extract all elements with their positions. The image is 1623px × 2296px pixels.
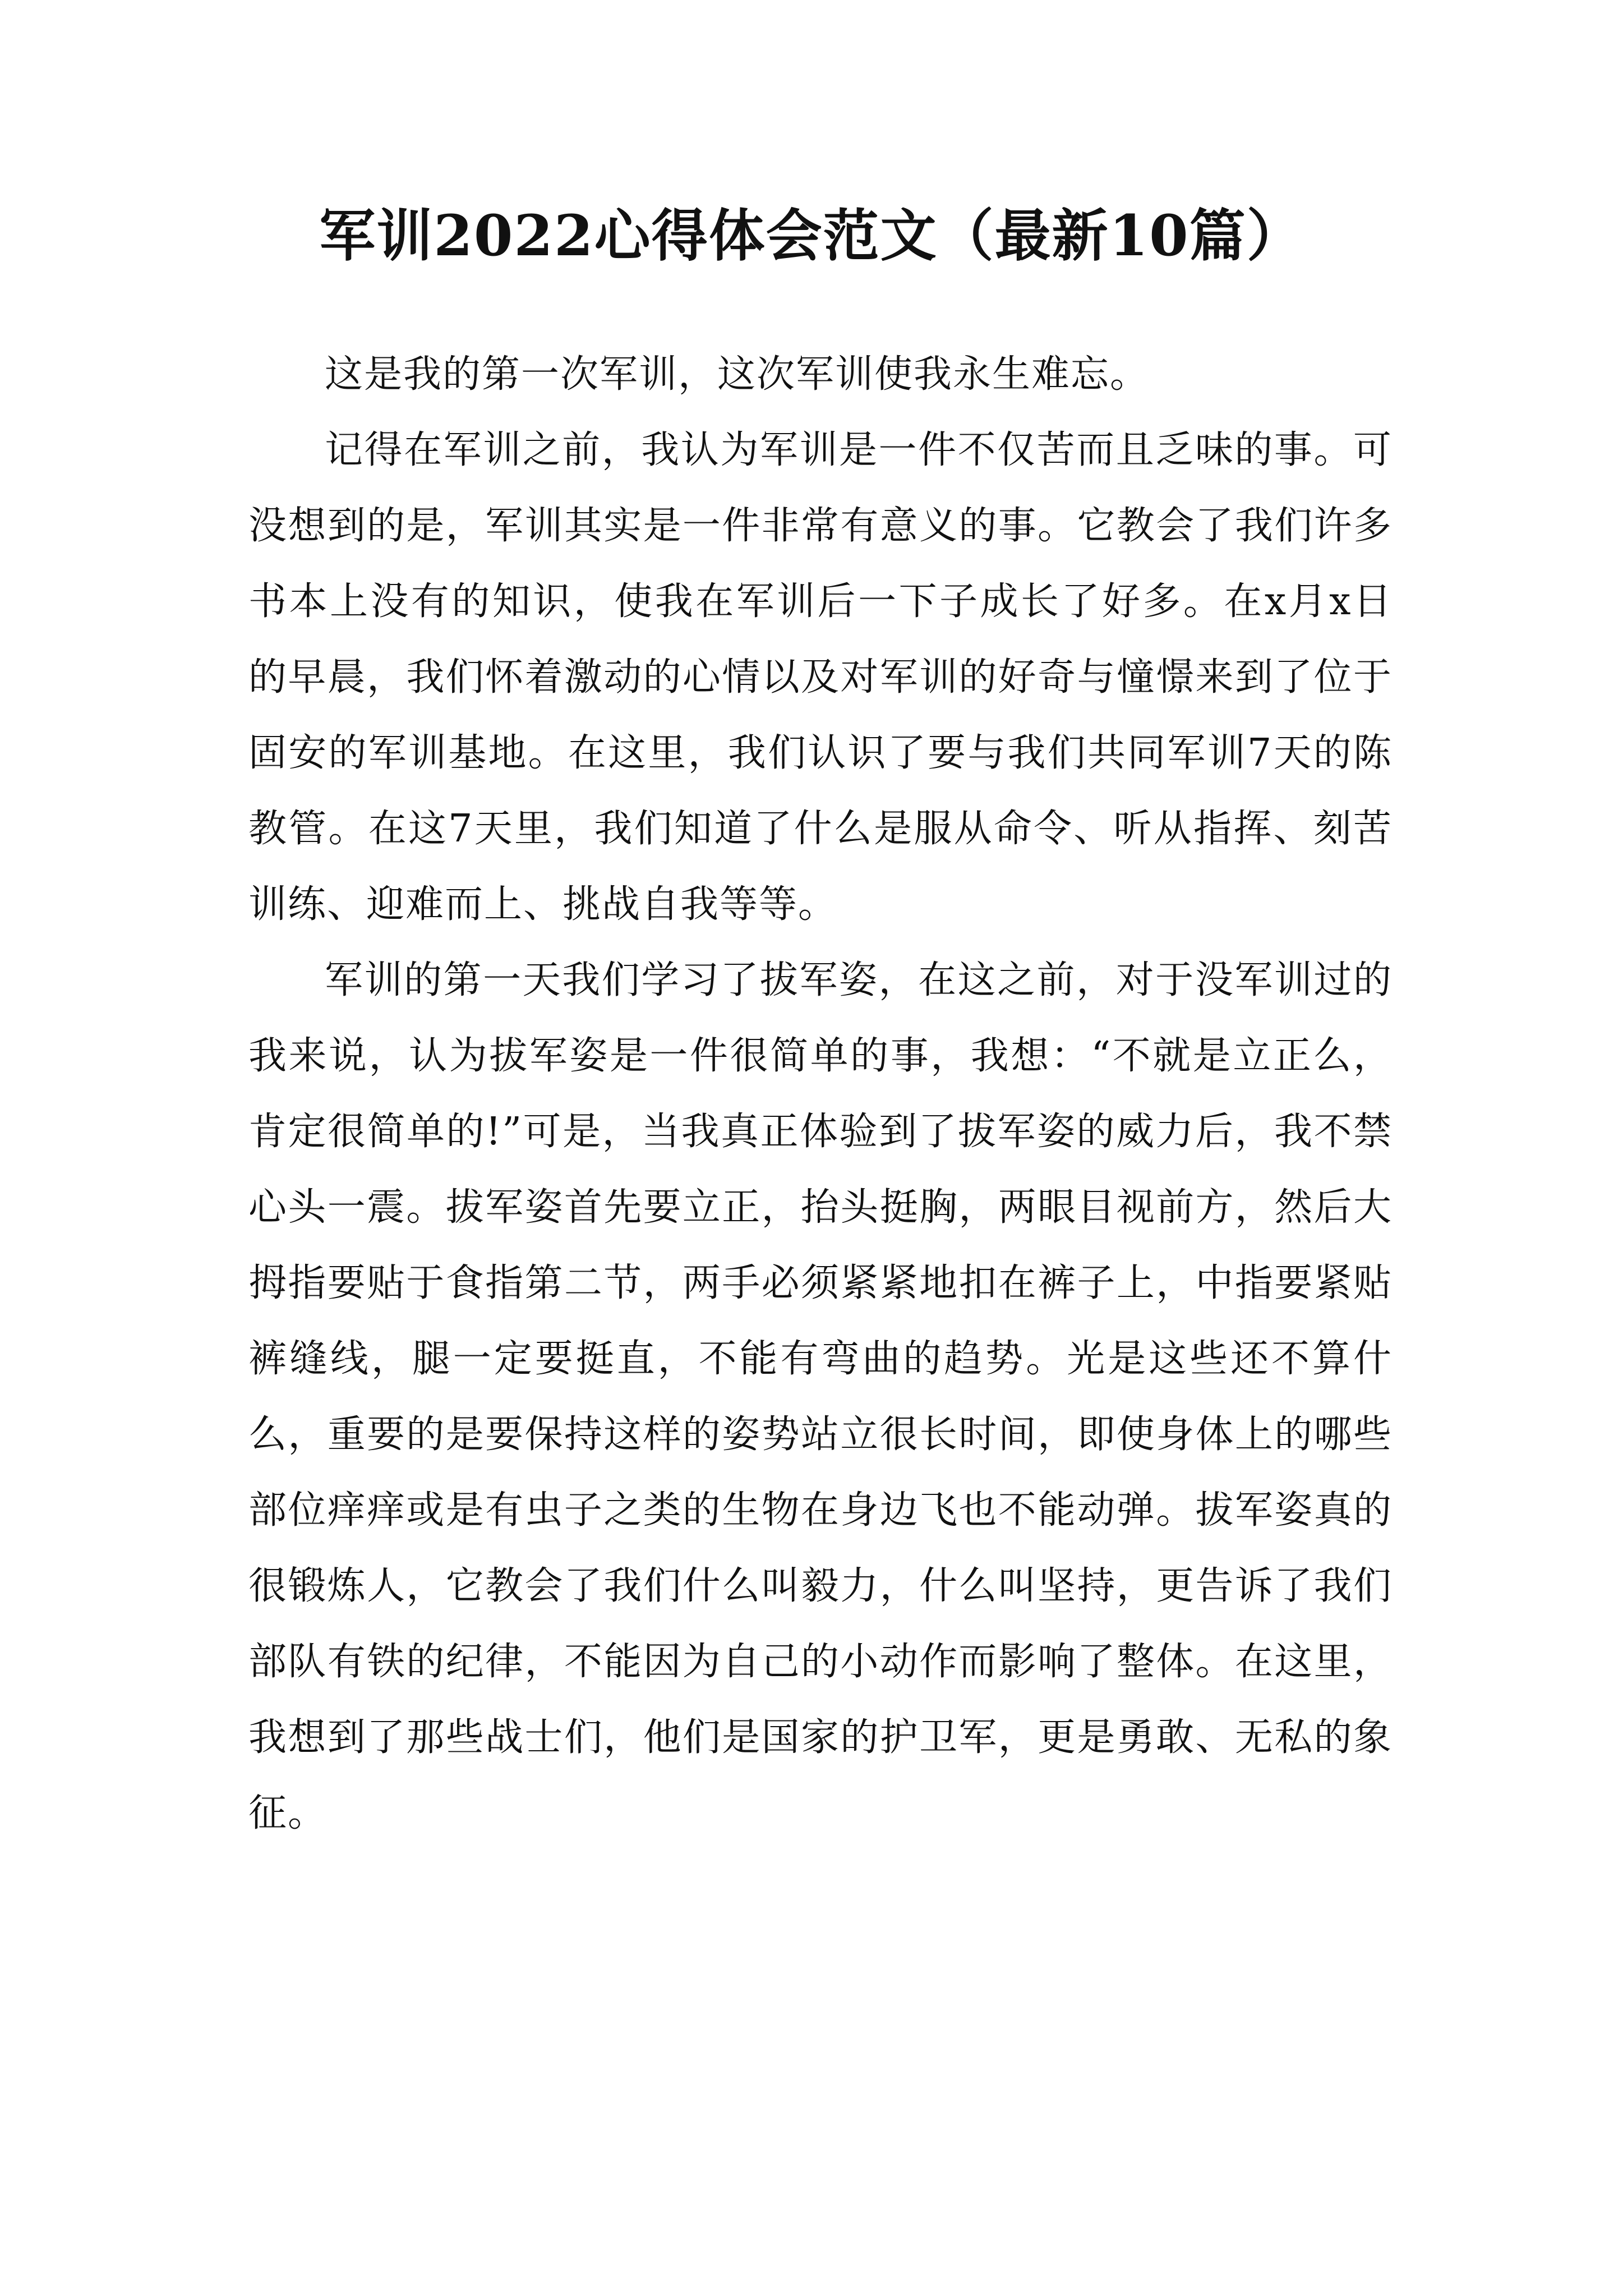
document-title: 军训2022心得体会范文（最新10篇） (319, 203, 1304, 269)
paragraph: 军训的第一天我们学习了拔军姿，在这之前，对于没军训过的我来说，认为拔军姿是一件很简单的事，我想：“不就是立正么，肯定很简单的!”可是，当我真正体验到了拔军姿的威力后，我不禁心头一震。拔军姿首先要立正，抬头挺胸，两眼目视前方，然后大拇指要贴于食指第二节，两手必须紧紧地扣在裤子上，中指要紧贴裤缝线，腿一定要挺直，不能有弯曲的趋势。光是这些还不算什么，重要的是要保持这样的姿势站立很长时间，即使身体上的哪些部位痒痒或是有虫子之类的生物在身边飞也不能动弹。拔军姿真的很锻炼人，它教会了我们什么叫毅力，什么叫坚持，更告诉了我们部队有铁的纪律，不能因为自己的小动作而影响了整体。在这里，我想到了那些战士们，他们是国家的护卫军，更是勇敢、无私的象征。 (248, 958, 1393, 1835)
paragraph: 这是我的第一次军训，这次军训使我永生难忘。 (325, 352, 1150, 397)
paragraph: 记得在军训之前，我认为军训是一件不仅苦而且乏味的事。可没想到的是，军训其实是一件非常有意义的事。它教会了我们许多书本上没有的知识，使我在军训后一下子成长了好多。在x月x日的早晨，我们怀着激动的心情以及对军训的好奇与憧憬来到了位于固安的军训基地。在这里，我们认识了要与我们共同军训7天的陈教管。在这7天里，我们知道了什么是服从命令、听从指挥、刻苦训练、迎难而上、挑战自我等等。 (248, 428, 1393, 927)
document-body (248, 337, 1393, 1851)
